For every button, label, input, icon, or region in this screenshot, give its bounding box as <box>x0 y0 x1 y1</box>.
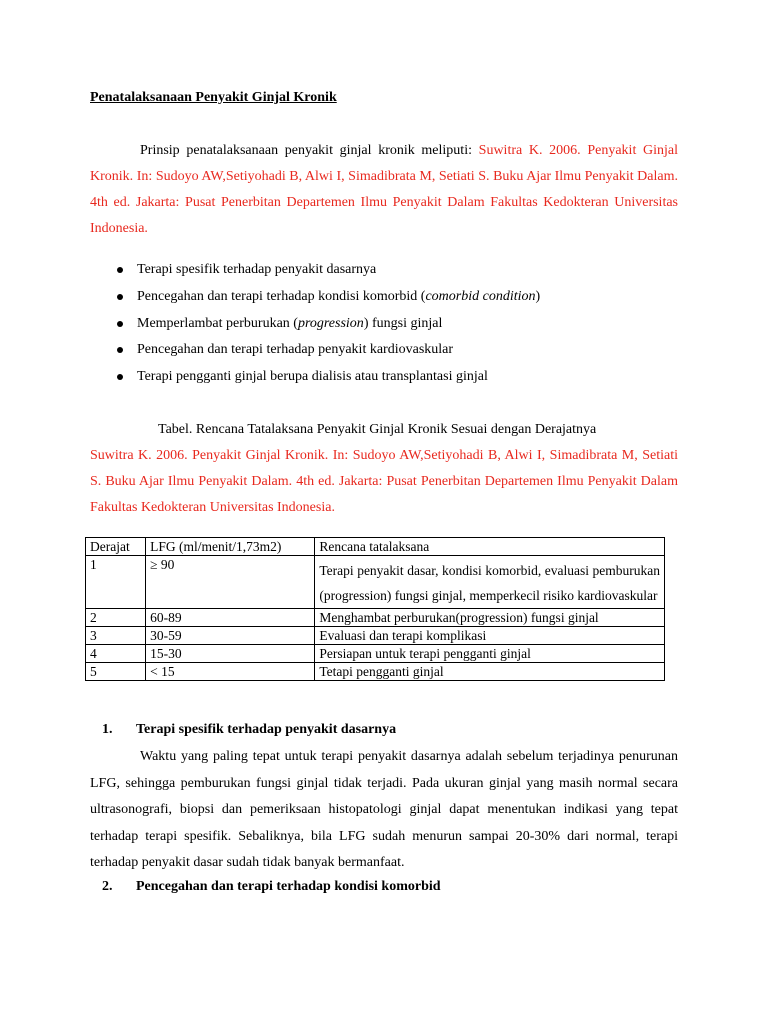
table-caption: Tabel. Rencana Tatalaksana Penyakit Ginjal Kronik Sesuai dengan Derajatnya <box>158 422 597 437</box>
bullet-icon <box>117 294 123 300</box>
column-header: Rencana tatalaksana <box>315 538 665 556</box>
table-cell: Menghambat perburukan(progression) fungsi ginjal <box>315 609 665 627</box>
column-header: Derajat <box>86 538 146 556</box>
section-1-body: Waktu yang paling tepat untuk terapi penyakit dasarnya adalah sebelum terjadinya penurunan LFG, sehingga pemburukan fungsi ginjal tidak terjadi. Pada ukuran ginjal yang masih normal secara ultrasonografi, biopsi dan pemeriksaan histopatologi ginjal dapat menentukan indikasi yang tepat terhadap terapi spesifik. Sebaliknya, bila LFG sudah menurun sampai 20-30% dari normal, terapi terhadap penyakit dasar sudah tidak banyak bermanfaat. <box>90 749 678 870</box>
table-cell: Tetapi pengganti ginjal <box>315 663 665 681</box>
intro-citation: Suwitra K. 2006. Penyakit Ginjal Kronik. In: Sudoyo AW,Setiyohadi B, Alwi I, Simadibrata M, Setiati S. Buku Ajar Ilmu Penyakit Dalam. 4th ed. Jakarta: Pusat Penerbitan Departemen Ilmu Penyakit Dalam Fakultas Kedokteran Universitas Indonesia. <box>90 143 679 236</box>
list-item: Terapi spesifik terhadap penyakit dasarnya <box>116 257 676 284</box>
section-number: 1. <box>102 722 113 737</box>
table-cell: 15-30 <box>146 645 315 663</box>
table-row <box>86 609 665 627</box>
list-item: Terapi pengganti ginjal berupa dialisis atau transplantasi ginjal <box>116 364 676 391</box>
table-cell: 30-59 <box>146 627 315 645</box>
section-number: 2. <box>102 879 113 894</box>
table-cell: 60-89 <box>146 609 315 627</box>
bullet-icon <box>117 267 123 273</box>
table-cell: 4 <box>86 645 146 663</box>
list-item: Pencegahan dan terapi terhadap kondisi komorbid (comorbid condition) <box>116 284 676 311</box>
intro-paragraph <box>90 138 678 242</box>
table-cell: 5 <box>86 663 146 681</box>
principles-list <box>116 257 676 391</box>
column-header: LFG (ml/menit/1,73m2) <box>146 538 315 556</box>
table-cell: 2 <box>86 609 146 627</box>
table-cell: Persiapan untuk terapi pengganti ginjal <box>315 645 665 663</box>
table-row <box>86 627 665 645</box>
table-cell: Terapi penyakit dasar, kondisi komorbid, evaluasi pemburukan (progression) fungsi ginjal, memperkecil risiko kardiovaskular <box>315 556 665 609</box>
table-row <box>86 663 665 681</box>
document-title: Penatalaksanaan Penyakit Ginjal Kronik <box>90 90 337 105</box>
table-cell: < 15 <box>146 663 315 681</box>
table-cell: Evaluasi dan terapi komplikasi <box>315 627 665 645</box>
section-1-heading <box>102 722 396 738</box>
table-cell: 3 <box>86 627 146 645</box>
bullet-icon <box>117 321 123 327</box>
table-row <box>86 645 665 663</box>
bullet-icon <box>117 347 123 353</box>
list-item: Memperlambat perburukan (progression) fungsi ginjal <box>116 311 676 338</box>
table-cell: ≥ 90 <box>146 556 315 609</box>
table-citation: Suwitra K. 2006. Penyakit Ginjal Kronik. In: Sudoyo AW,Setiyohadi B, Alwi I, Simadibrata M, Setiati S. Buku Ajar Ilmu Penyakit Dalam. 4th ed. Jakarta: Pusat Penerbitan Departemen Ilmu Penyakit Dalam Fakultas Kedokteran Universitas Indonesia. <box>90 448 678 515</box>
section-title: Terapi spesifik terhadap penyakit dasarnya <box>136 722 397 737</box>
table-row <box>86 556 665 609</box>
table-header-row <box>86 538 665 556</box>
list-item: Pencegahan dan terapi terhadap penyakit kardiovaskular <box>116 337 676 364</box>
section-title: Pencegahan dan terapi terhadap kondisi komorbid <box>136 879 441 894</box>
section-2-heading <box>102 879 441 895</box>
table-cell: 1 <box>86 556 146 609</box>
bullet-icon <box>117 374 123 380</box>
treatment-plan-table <box>85 537 665 681</box>
intro-lead: Prinsip penatalaksanaan penyakit ginjal kronik meliputi: <box>140 143 479 158</box>
